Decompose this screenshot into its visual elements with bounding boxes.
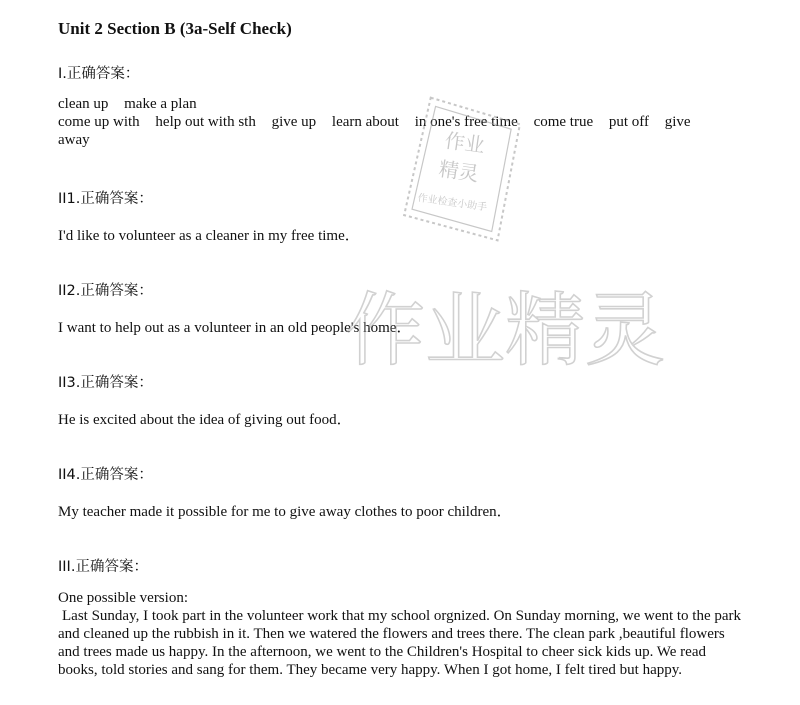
section-1-line-3: away (58, 132, 90, 148)
essay-version-label: One possible version: (58, 590, 188, 606)
section-3-essay (58, 589, 748, 679)
phrase: clean up (58, 96, 109, 112)
phrase: learn about (331, 114, 399, 130)
page-title: Unit 2 Section B (3a-Self Check) (58, 19, 292, 38)
phrase: give up (271, 114, 317, 130)
essay-body: Last Sunday, I took part in the volunteer work that my school orgnized. On Sunday morning, we went to the park and cleaned up the rubbish in it. Then we watered the flowers and trees there. The clean park ,beautiful flowers and trees made us happy. In the afternoon, we went to the Children's Hospital to cheer sick kids up. We read books, told stories and sang for them. They became very happy. When I got home, I felt tired but happy. (58, 608, 742, 678)
large-watermark (345, 258, 665, 388)
section-2-2-label: II2.正确答案： (58, 283, 153, 299)
phrase: give (664, 114, 691, 130)
phrase: in one's free time (414, 114, 518, 130)
phrase: come up with (58, 114, 140, 130)
phrase: make a plan (124, 96, 197, 112)
section-1-line-1 (58, 96, 197, 113)
section-3-label: III.正确答案： (58, 559, 148, 575)
stamp-text-mid: 精灵 (437, 156, 481, 186)
section-2-3-label: II3.正确答案： (58, 375, 153, 391)
stamp-text-top: 作业 (443, 128, 487, 158)
section-2-4-label: II4.正确答案： (58, 467, 153, 483)
stamp-watermark (393, 87, 535, 253)
section-2-1-answer: I'd like to volunteer as a cleaner in my free time． (58, 228, 360, 244)
section-2-2-answer: I want to help out as a volunteer in an old people's home． (58, 320, 412, 336)
phrase: help out with sth (155, 114, 256, 130)
section-1-label: I.正确答案： (58, 66, 140, 82)
section-2-4-answer: My teacher made it possible for me to give away clothes to poor children． (58, 504, 512, 520)
phrase: come true (533, 114, 594, 130)
section-1-line-2 (58, 114, 691, 131)
phrase: put off (608, 114, 650, 130)
stamp-text-bottom: 作业检查小助手 (416, 192, 488, 214)
section-2-3-answer: He is excited about the idea of giving out food． (58, 412, 352, 428)
large-watermark-text: 作业精灵 (345, 284, 665, 377)
section-2-1-label: II1.正确答案： (58, 191, 153, 207)
